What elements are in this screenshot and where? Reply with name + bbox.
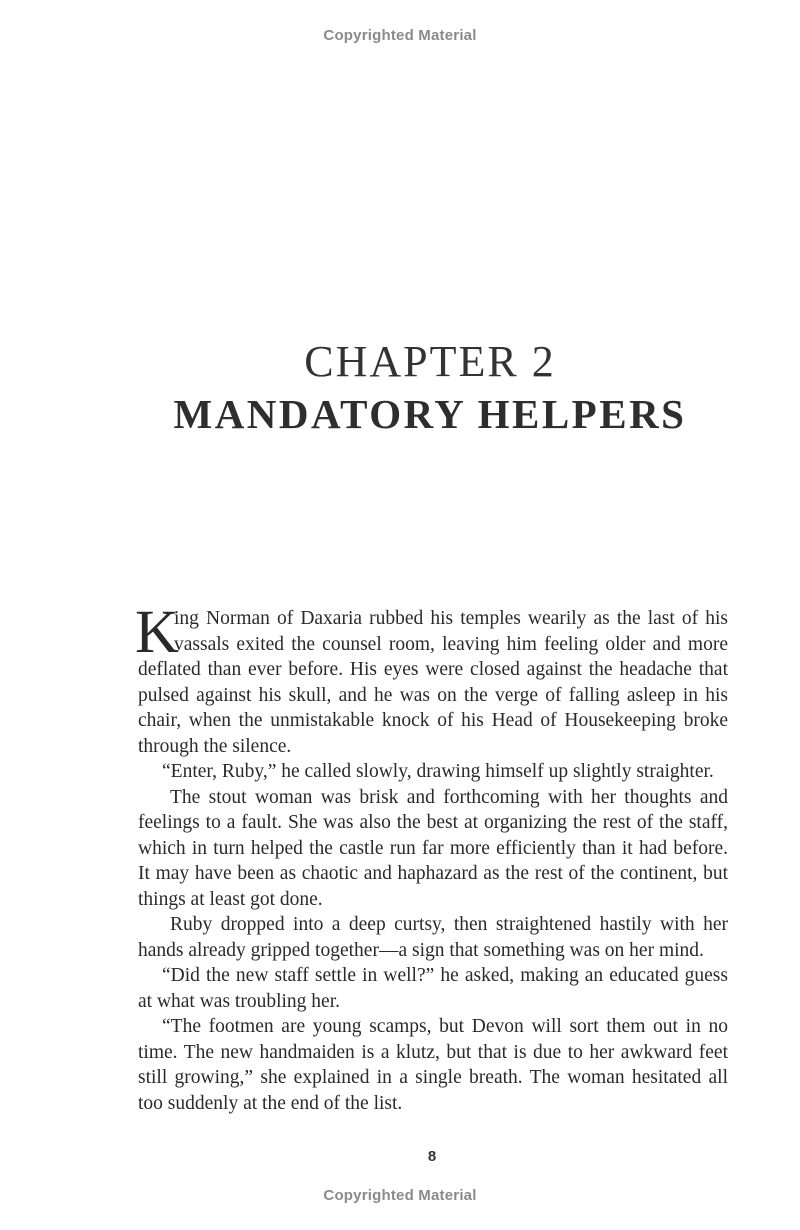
text-line: “The footmen are young scamps, but Devon will sort them out in no [162,1016,728,1037]
copyright-watermark-bottom: Copyrighted Material [323,1187,477,1204]
paragraph [138,759,728,785]
text-line: chair, when the unmistakable knock of his Head of Housekeeping broke [138,710,728,731]
text-line: hands already gripped together—a sign that something was on her mind. [138,939,704,961]
text-line: things at least got done. [138,888,323,910]
text-line: time. The new handmaiden is a klutz, but that is due to her awkward feet [138,1041,728,1063]
text-line: still growing,” she explained in a single breath. The woman hesitated all [138,1067,728,1088]
text-line: “Enter, Ruby,” he called slowly, drawing himself up slightly straighter. [162,761,714,782]
drop-cap: K [135,599,180,666]
text-line: deflated than ever before. His eyes were closed against the headache that [138,659,728,680]
text-line: vassals exited the counsel room, leaving him feeling older and more [174,633,728,655]
text-line: It may have been as chaotic and haphazard as the rest of the continent, but [138,863,728,884]
page-number: 8 [427,1148,437,1165]
chapter-number: CHAPTER 2 [304,337,556,386]
text-line: pulsed against his skull, and he was on the verge of falling asleep in his [138,684,728,706]
paragraph [138,785,728,913]
body-text [135,599,728,1116]
text-line: which in turn helped the castle run far more efficiently than it had before. [138,837,728,859]
text-line: through the silence. [138,735,292,757]
paragraph [135,599,728,759]
text-line: at what was troubling her. [138,990,340,1012]
text-line: ing Norman of Daxaria rubbed his temples wearily as the last of his [174,608,728,629]
paragraph [138,912,728,963]
copyright-watermark-top: Copyrighted Material [323,27,477,44]
text-line: Ruby dropped into a deep curtsy, then straightened hastily with her [170,914,728,935]
chapter-title: MANDATORY HELPERS [173,391,687,437]
text-line: The stout woman was brisk and forthcoming with her thoughts and [170,786,728,808]
paragraph [138,1014,728,1116]
text-line: feelings to a fault. She was also the best at organizing the rest of the staff, [138,812,728,833]
text-line: too suddenly at the end of the list. [138,1092,403,1114]
text-line: “Did the new staff settle in well?” he asked, making an educated guess [162,965,728,986]
paragraph [138,963,728,1014]
